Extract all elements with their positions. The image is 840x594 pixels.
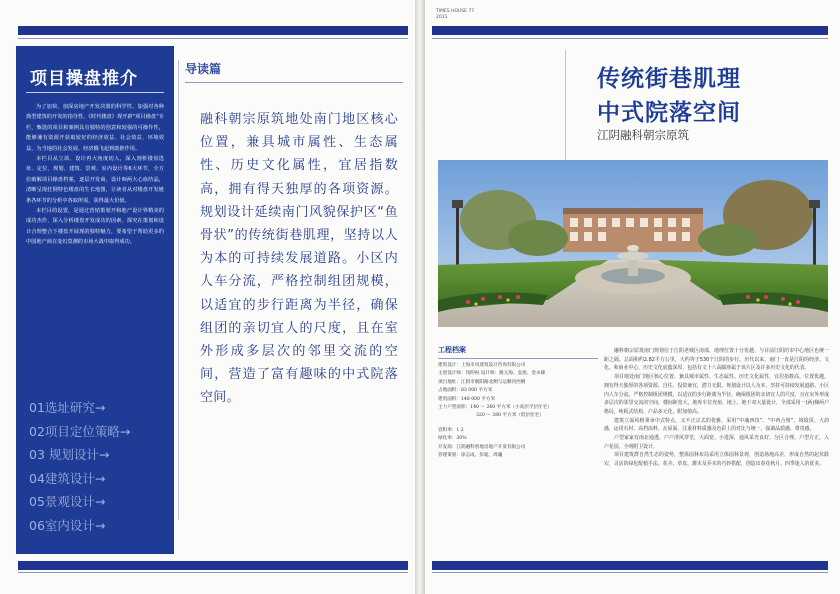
bottom-bar-left — [18, 561, 408, 570]
courtyard-photo-illustration — [438, 160, 828, 327]
info-item: 管理策划：徐志成、彭迪、周巍 — [438, 453, 503, 459]
article-subtitle: 江阴融科朝宗原筑 — [597, 128, 689, 142]
top-rule-right — [432, 38, 828, 39]
magazine-name: TIMES HOUSE 77 — [436, 9, 475, 14]
article-paragraph: 融科朝宗原筑南门规划位于江阴老城区南部，地理位置十分优越，与目前江阴的市中心地区也统一距之隔。总面积约2.82平方公里，大约等于530个江阴的步行。历代以来，南门一直是江阴的经济、文化、和商业中心，历史文化底蕴深厚，包括有文十八高邮座属于该片区及许多历史文化的代表。 — [604, 348, 829, 372]
sidebar-title: 项目操盘推介 — [30, 69, 138, 89]
issue-year: 2011 — [436, 15, 448, 20]
info-item: 容积率：1.2 — [438, 427, 464, 433]
sidebar-paragraph: 本栏目的设置，是通过营销策划开和地产设计界精美的成功杰作，深入分析楼盘开发成功的因素，探究在策划和设计合理整合下楼盘开展现的独特魅力，要希望于帮助更多的中国地产商在变幻莫测的市场大战中取得成功。 — [26, 208, 164, 246]
info-item: 320 ～ 380 平方米（低层住宅） — [476, 413, 544, 419]
project-info-divider — [438, 358, 598, 359]
intro-heading: 导读篇 — [185, 62, 222, 76]
top-bar-left — [18, 26, 408, 35]
article-body — [604, 347, 829, 469]
article-title-line-1: 传统街巷肌理 — [597, 66, 741, 92]
bottom-rule-right — [432, 572, 828, 573]
top-bar-right — [432, 26, 828, 35]
column-sidebar — [16, 46, 174, 554]
article-paragraph: 项目地处南门地区核心位置，兼具城市属性、生态属性、历史文化属性，宜居指数高，位置优越，拥有得天独厚的各项资源。自住、投资兼宜，潜力无限。规划设计以人为本，坚持可持续发展道路。小区内人车分流，严格控制组团规模，以适宜的步行距离为半径，确保组团的亲切宜人的尺度，且在室外形成多层次的邻里交流的空间，楼间距宽大，地库车位充裕，地上、地下双大量设计，全部采用一(两)梯两户格局，纯板式结构，户品多元化，附加值高。 — [604, 374, 829, 415]
intro-section — [185, 60, 405, 406]
title-vertical-rule — [565, 50, 566, 160]
info-item: 建筑设计：上海市风迷筑设计咨询有限公司 — [438, 363, 526, 368]
chapter-link-planning[interactable]: 03 规划设计→ — [29, 447, 110, 463]
chapter-link-architecture[interactable]: 04建筑设计→ — [29, 470, 106, 486]
sidebar-divider — [26, 92, 164, 93]
sidebar-paragraph: 为了加快、加深房地产开发决策的科学性、加强对各种典型建筑的开发的指导性，《时代楼盘》现开辟“项目操盘”专栏，甄选的项目和案例具有独特的创意和较强的可操作性，能够兼有资源开获取较好的经济效益、社会效益、环境效益，为当地的社会发展、经济腾飞起到助推作用。 — [26, 104, 164, 152]
running-header — [436, 9, 474, 21]
chapter-link-site-research[interactable]: 01选址研究→ — [29, 400, 106, 415]
info-item: 开发商：江阴融科智地房地产开发有限公司 — [438, 444, 526, 450]
info-item: 主力户型面积：140 ～ 260 平方米（小高层平层住宅） — [438, 405, 552, 411]
project-info-list — [438, 362, 598, 460]
project-info-heading: 工程档案 — [438, 346, 466, 354]
info-item: 绿化率：30% — [438, 436, 467, 442]
top-rule-left — [18, 38, 408, 39]
chapter-link-landscape[interactable]: 05景观设计→ — [29, 494, 106, 510]
chapter-link-positioning[interactable]: 02项目定位策略→ — [29, 423, 131, 439]
article-paragraph: 建筑立面风格秉承中式特点，又不正宗式的优雅，采用“中魂西技”、“中西合璧”，境镜顶、大韵感，运用石材、高档涂料、瓦屋面，注重材料质感及色彩上的对比与统一，强调品质感、尊贵感。 — [604, 417, 829, 433]
spine-gutter — [415, 0, 425, 594]
info-item: 建筑面积：148 000 平方米 — [438, 396, 496, 402]
sidebar-intro-text — [26, 102, 164, 248]
courtyard-photo — [438, 160, 828, 327]
chapter-link-interior[interactable]: 06室内设计→ — [29, 517, 106, 533]
intro-text: 融科朝宗原筑地处南门地区核心位置，兼具城市属性、生态属性、历史文化属性，宜居指数高，拥有得天独厚的各项资源。规划设计延续南门风貌保护区“鱼骨状”的传统街巷肌理，坚持以人为本的可持续发展道路。小区内人车分流，严格控制组团规模，以适宜的步行距离为半径，确保组团的亲切宜人的尺度，且在室外形成多层次的邻里交流的空间，营造了富有趣味的中式院落空间。 — [200, 112, 398, 406]
article-paragraph: 户型家家有南北通透，户户清风穿堂，大面宽、小进深，通风采光良好，分区合理，户型方正，入户花园，全明附卫设计。 — [604, 435, 829, 450]
info-item: 主创设计师：钱明祝 设计师：姚元海、袁煜、金永棣 — [438, 371, 546, 377]
bottom-rule-left — [18, 572, 408, 573]
chapter-list — [29, 396, 169, 538]
info-item: 项目地址：江阴市朝阳路北侧与运顺河西侧 — [438, 379, 526, 385]
article-title-line-2: 中式院落空间 — [597, 100, 741, 126]
project-info-box — [438, 345, 598, 460]
bottom-bar-right — [432, 561, 828, 570]
intro-divider — [185, 82, 403, 83]
info-item: 占地面积：83 000 平方米 — [438, 388, 493, 394]
article-paragraph: 项目建筑群自然生态的姿势，整体园林布局采用立体园林景观，创造场地高差，形成自然的起伏跌宕，灵活的绿化配植手法，花卉、草皮、灌木及乔木的巧妙搭配，创造出春花秋月、四季迷人的优美。 — [604, 452, 829, 468]
intro-vertical-rule — [178, 60, 179, 520]
sidebar-paragraph: 本栏目从立项、设计再大角度切入，深入剖析楼盘选址、定位、规划、建筑、景观、室内设计等6大环节，全方位破解项目操盘档案，逐层开发商、设计师两大心血结晶，清晰呈现狂钢特色楼盘的生长地图，让读者从对楼盘开发链条各环节的分析中各取所需，获得最大价值。 — [26, 156, 164, 204]
